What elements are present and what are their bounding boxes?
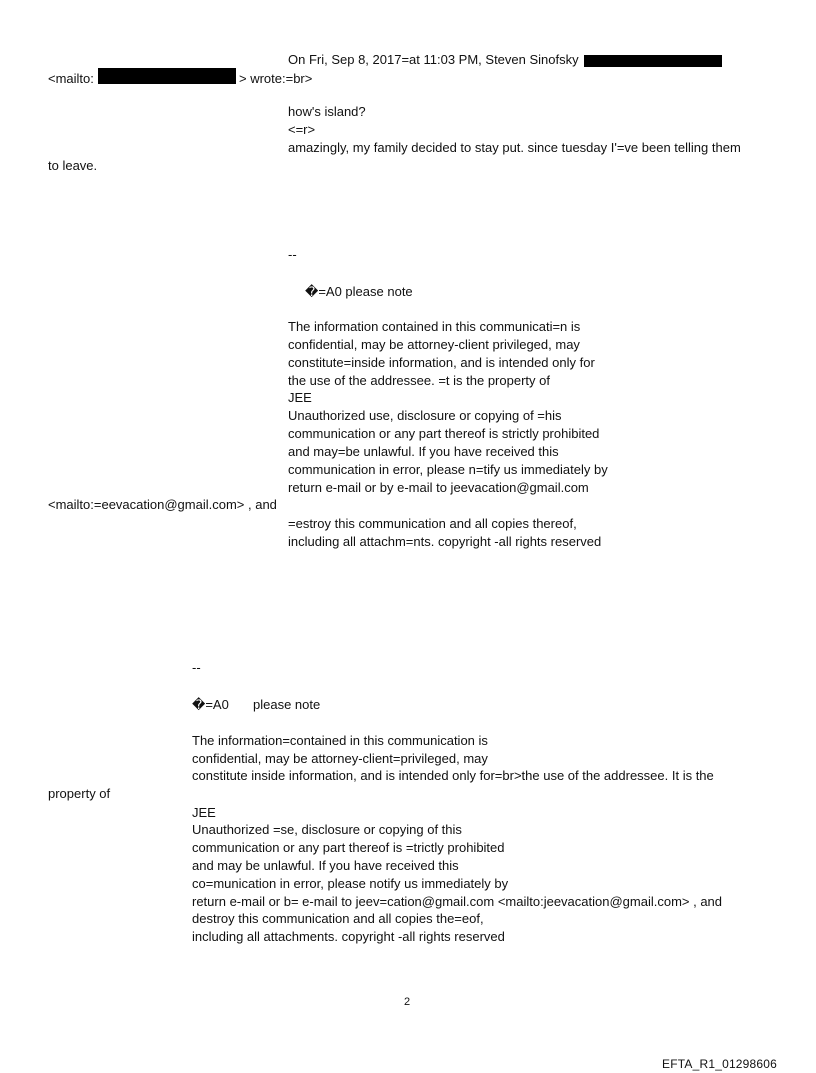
- redaction-bar: [98, 68, 236, 84]
- sig2-line: return e-mail or b= e-mail to jeev=cation@gmail.com <mailto:jeevacation@gmail.com> , and: [192, 894, 723, 909]
- sig1-line: return e-mail or by e-mail to jeevacation@gmail.com: [288, 480, 589, 495]
- redaction-bar: [584, 55, 722, 67]
- sig1-note: �=A0 please note: [305, 284, 413, 299]
- sig1-line: constitute=inside information, and is intended only for: [288, 355, 595, 370]
- message-reply-continued: to leave.: [48, 158, 98, 173]
- header-mailto-prefix: <mailto:: [48, 71, 94, 86]
- sig1-destroy-line: including all attachm=nts. copyright -all rights reserved: [288, 534, 602, 549]
- sig2-line: destroy this communication and all copies the=eof,: [192, 911, 484, 926]
- sig2-note-glyph: �=A0: [192, 697, 229, 712]
- sig1-line: and may=be unlawful. If you have received this: [288, 444, 559, 459]
- sig1-mailto-line: <mailto:=eevacation@gmail.com> , and: [48, 497, 277, 512]
- sig1-destroy-line: =estroy this communication and all copies thereof,: [288, 516, 577, 531]
- sig2-note-text: please note: [253, 697, 321, 712]
- sig2-line: co=munication in error, please notify us immediately by: [192, 876, 509, 891]
- sig2-line: constitute inside information, and is intended only for=br>the use of the addressee. It is the: [192, 768, 714, 783]
- sig1-line: JEE: [288, 390, 312, 405]
- sig1-line: communication or any part thereof is strictly prohibited: [288, 426, 600, 441]
- sig1-line: Unauthorized use, disclosure or copying of =his: [288, 408, 562, 423]
- sig1-line: the use of the addressee. =t is the property of: [288, 373, 550, 388]
- sig2-line: confidential, may be attorney-client=privileged, may: [192, 751, 488, 766]
- message-question: how's island?: [288, 104, 366, 119]
- sig2-line: The information=contained in this communication is: [192, 733, 488, 748]
- sig1-line: confidential, may be attorney-client privileged, may: [288, 337, 580, 352]
- sig1-line: communication in error, please n=tify us immediately by: [288, 462, 608, 477]
- message-reply: amazingly, my family decided to stay put. since tuesday I'=ve been telling them: [288, 140, 741, 155]
- header-on-line: On Fri, Sep 8, 2017=at 11:03 PM, Steven Sinofsky: [288, 52, 579, 67]
- sig2-line: and may be unlawful. If you have received this: [192, 858, 459, 873]
- sig2-line: communication or any part thereof is =trictly prohibited: [192, 840, 505, 855]
- header-wrote: > wrote:=br>: [239, 71, 313, 86]
- sig2-line: property of: [48, 786, 111, 801]
- sig1-dash: --: [288, 247, 297, 262]
- document-id: EFTA_R1_01298606: [662, 1057, 778, 1071]
- sig1-line: The information contained in this communicati=n is: [288, 319, 581, 334]
- sig2-line: Unauthorized =se, disclosure or copying of this: [192, 822, 462, 837]
- page-number: 2: [404, 996, 411, 1008]
- message-break: <=r>: [288, 122, 316, 137]
- sig2-line: JEE: [192, 805, 216, 820]
- sig2-line: including all attachments. copyright -all rights reserved: [192, 929, 505, 944]
- sig2-dash: --: [192, 660, 201, 675]
